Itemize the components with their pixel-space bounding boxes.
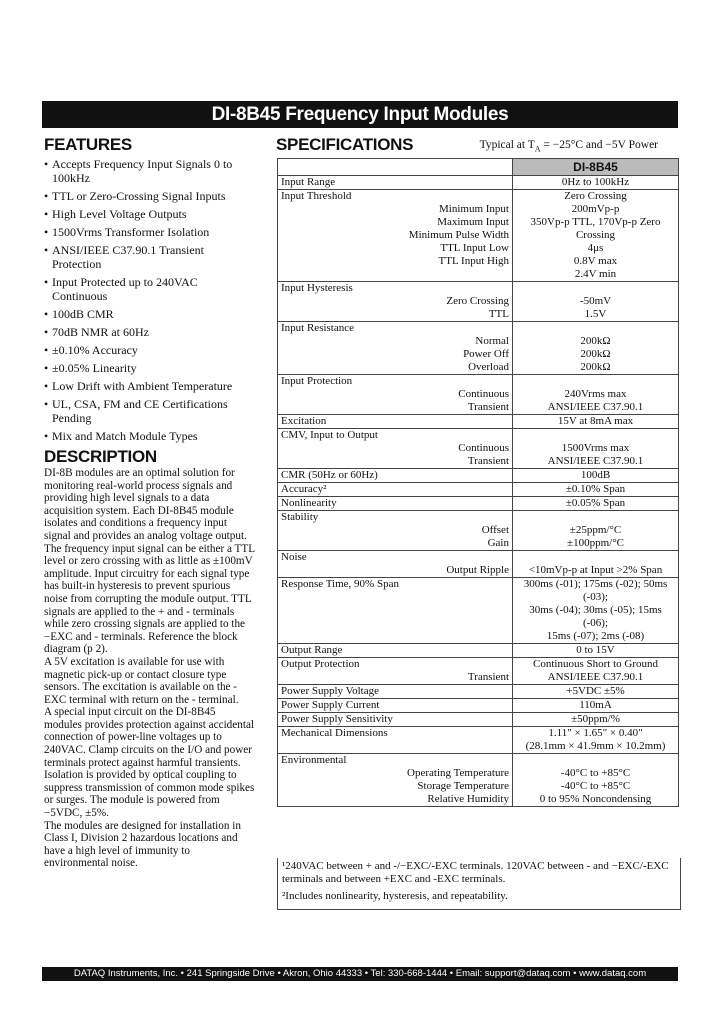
spec-value: 200kΩ — [580, 361, 611, 373]
spec-label-cell — [278, 658, 513, 685]
spec-label: Output Range — [281, 644, 343, 656]
spec-label: Mechanical Dimensions — [281, 727, 388, 739]
spec-value: 0 to 15V — [576, 644, 615, 656]
spec-value-cell — [513, 578, 679, 644]
spec-sublabel: Power Off — [463, 348, 509, 360]
spec-value-cell — [513, 644, 679, 658]
spec-value-cell — [513, 658, 679, 685]
spec-value: 30ms (-04); 30ms (-05); 15ms (-06); — [529, 604, 662, 629]
spec-label: Power Supply Voltage — [281, 685, 379, 697]
spec-label: Input Threshold — [281, 190, 352, 202]
spec-value: ANSI/IEEE C37.90.1 — [547, 671, 644, 683]
spec-row — [278, 483, 679, 497]
spec-sublabel: Minimum Pulse Width — [408, 229, 509, 241]
spec-value: 200kΩ — [580, 335, 611, 347]
spec-value: Zero Crossing — [564, 190, 627, 202]
spec-row — [278, 176, 679, 190]
spec-sublabel: Minimum Input — [439, 203, 509, 215]
spec-value-cell — [513, 322, 679, 375]
spec-value: -40°C to +85°C — [560, 780, 631, 792]
spec-label: Excitation — [281, 415, 327, 427]
description-paragraph: DI-8B modules are an optimal solution for monitoring real-world process signals and providing high level signals to a data acquisition system. Each DI-8B45 module isolates and conditions a frequency input signal and provides an analog voltage output. — [44, 467, 247, 542]
spec-label: Stability — [281, 511, 319, 523]
spec-value: ±100ppm/°C — [567, 537, 624, 549]
spec-label-cell — [278, 699, 513, 713]
feature-item: • ±0.10% Accuracy — [44, 343, 256, 357]
spec-label: Accuracy² — [281, 483, 327, 495]
spec-sublabel: Output Ripple — [446, 564, 509, 576]
spec-value: ANSI/IEEE C37.90.1 — [547, 401, 644, 413]
spec-value: 15ms (-07); 2ms (-08) — [546, 630, 645, 642]
spec-value-cell — [513, 699, 679, 713]
footnote: ¹240VAC between + and -/−EXC/-EXC terminals. 120VAC between - and −EXC/-EXC terminals and between +EXC and -EXC terminals. — [282, 860, 669, 885]
footnote: ²Includes nonlinearity, hysteresis, and repeatability. — [282, 890, 508, 902]
feature-item: • 1500Vrms Transformer Isolation — [44, 225, 256, 239]
features-heading: FEATURES — [44, 135, 132, 154]
spec-value-cell — [513, 429, 679, 469]
spec-sublabel: Offset — [481, 524, 509, 536]
spec-row — [278, 658, 679, 685]
spec-label-cell — [278, 176, 513, 190]
spec-value-cell — [513, 415, 679, 429]
feature-item: • High Level Voltage Outputs — [44, 207, 256, 221]
spec-label: Power Supply Sensitivity — [281, 713, 393, 725]
spec-table — [277, 158, 679, 807]
spec-row — [278, 644, 679, 658]
spec-value-cell — [513, 754, 679, 807]
spec-label-cell — [278, 578, 513, 644]
spec-value: 1.5V — [584, 308, 607, 320]
spec-value-cell — [513, 375, 679, 415]
spec-label: Power Supply Current — [281, 699, 380, 711]
left-column — [44, 135, 256, 870]
feature-item: • 100dB CMR — [44, 307, 256, 321]
spec-value: (28.1mm × 41.9mm × 10.2mm) — [525, 740, 666, 752]
spec-label-cell — [278, 727, 513, 754]
spec-value-cell — [513, 190, 679, 282]
spec-sublabel: Zero Crossing — [446, 295, 509, 307]
spec-value: 200mVp-p — [571, 203, 620, 215]
spec-label: Noise — [281, 551, 307, 563]
spec-value-cell — [513, 469, 679, 483]
spec-label-cell — [278, 713, 513, 727]
spec-row — [278, 375, 679, 415]
specifications-header — [276, 135, 680, 155]
spec-value-cell — [513, 511, 679, 551]
feature-item: • Accepts Frequency Input Signals 0 to 100kHz — [44, 157, 256, 185]
spec-sublabel: Gain — [487, 537, 509, 549]
spec-row — [278, 190, 679, 282]
feature-item: • Mix and Match Module Types — [44, 429, 256, 443]
feature-item: • ±0.05% Linearity — [44, 361, 256, 375]
spec-label: Input Hysteresis — [281, 282, 353, 294]
spec-value-cell — [513, 685, 679, 699]
spec-sublabel: Transient — [467, 671, 509, 683]
spec-value: 200kΩ — [580, 348, 611, 360]
spec-row — [278, 511, 679, 551]
spec-value: 110mA — [579, 699, 612, 711]
page-title: DI-8B45 Frequency Input Modules — [42, 101, 678, 128]
spec-value: 15V at 8mA max — [557, 415, 634, 427]
spec-value-cell — [513, 497, 679, 511]
spec-row — [278, 699, 679, 713]
spec-sublabel: Overload — [468, 361, 509, 373]
spec-value: ±25ppm/°C — [569, 524, 622, 536]
feature-item: • TTL or Zero-Crossing Signal Inputs — [44, 189, 256, 203]
spec-row — [278, 754, 679, 807]
spec-value-cell — [513, 176, 679, 190]
spec-label-cell — [278, 190, 513, 282]
description-paragraph: Isolation is provided by optical coupling to suppress transmission of common mode spikes or surges. The module is powered from −5VDC, ±5%. — [44, 769, 255, 820]
spec-value: 0 to 95% Noncondensing — [539, 793, 652, 805]
description-text — [44, 467, 256, 870]
spec-value: 100dB — [580, 469, 611, 481]
spec-label-cell — [278, 497, 513, 511]
feature-item: • ANSI/IEEE C37.90.1 Transient Protection — [44, 243, 256, 271]
spec-row — [278, 578, 679, 644]
spec-value: 2.4V min — [574, 268, 617, 280]
description-paragraph: A special input circuit on the DI-8B45 modules provides protection against accidental connection of power-line voltages up to 240VAC. Clamp circuits on the I/O and power terminals protect against harmful transients. — [44, 706, 255, 769]
features-list — [44, 157, 256, 443]
spec-value: 0Hz to 100kHz — [561, 176, 630, 188]
spec-label-cell — [278, 322, 513, 375]
spec-value: Continuous Short to Ground — [533, 658, 658, 670]
spec-label: CMR (50Hz or 60Hz) — [281, 469, 378, 481]
spec-label: Nonlinearity — [281, 497, 337, 509]
spec-label-cell — [278, 415, 513, 429]
spec-value: 0.8V max — [573, 255, 618, 267]
spec-label-cell — [278, 282, 513, 322]
spec-row — [278, 282, 679, 322]
spec-row — [278, 727, 679, 754]
spec-row — [278, 685, 679, 699]
spec-row — [278, 322, 679, 375]
spec-label: Input Protection — [281, 375, 353, 387]
spec-value: 350Vp-p TTL, 170Vp-p Zero Crossing — [530, 216, 661, 241]
description-heading: DESCRIPTION — [44, 447, 157, 466]
spec-value: -50mV — [579, 295, 612, 307]
spec-sublabel: Continuous — [458, 442, 509, 454]
spec-value: ANSI/IEEE C37.90.1 — [547, 455, 644, 467]
spec-label-cell — [278, 483, 513, 497]
typical-conditions: Typical at $T_A = -25^\circ C$ and −5V Power — [479, 139, 658, 154]
spec-value-cell — [513, 282, 679, 322]
spec-row — [278, 415, 679, 429]
specifications-heading: SPECIFICATIONS — [276, 135, 414, 154]
spec-value — [516, 429, 675, 442]
spec-sublabel: Relative Humidity — [427, 793, 509, 805]
spec-sublabel: Continuous — [458, 388, 509, 400]
spec-value: ±0.05% Span — [565, 497, 626, 509]
spec-sublabel: Transient — [467, 455, 509, 467]
spec-value: <10mVp-p at Input >2% Span — [528, 564, 663, 576]
description-paragraph: The modules are designed for installation in Class I, Division 2 hazardous locations and have a high level of immunity to environmental noise. — [44, 819, 241, 870]
spec-value: ±50ppm/% — [571, 713, 620, 725]
spec-sublabel: Normal — [475, 335, 509, 347]
spec-sublabel: Operating Temperature — [407, 767, 509, 779]
spec-label-cell — [278, 469, 513, 483]
spec-label-cell — [278, 644, 513, 658]
spec-label: Input Resistance — [281, 322, 355, 334]
spec-value: 4μs — [587, 242, 604, 254]
spec-row — [278, 469, 679, 483]
spec-label: Environmental — [281, 754, 347, 766]
spec-header-row — [278, 159, 679, 176]
spec-value-cell — [513, 551, 679, 578]
spec-value — [516, 282, 675, 295]
spec-label: CMV, Input to Output — [281, 429, 378, 441]
spec-value: ±0.10% Span — [565, 483, 626, 495]
spec-value — [516, 322, 675, 335]
spec-value: 240Vrms max — [564, 388, 627, 400]
spec-row — [278, 551, 679, 578]
spec-label-cell — [278, 375, 513, 415]
spec-sublabel: Maximum Input — [437, 216, 509, 228]
spec-label-cell — [278, 754, 513, 807]
spec-label-cell — [278, 429, 513, 469]
spec-row — [278, 429, 679, 469]
spec-label: Input Range — [281, 176, 336, 188]
spec-value: 1500Vrms max — [561, 442, 630, 454]
spec-value-cell — [513, 483, 679, 497]
spec-label-cell — [278, 551, 513, 578]
spec-label: Response Time, 90% Span — [281, 578, 399, 590]
spec-value: 300ms (-01); 175ms (-02); 50ms (-03); — [523, 578, 668, 603]
spec-value — [516, 754, 675, 767]
spec-value: -40°C to +85°C — [560, 767, 631, 779]
spec-value: 1.11" × 1.65" × 0.40" — [548, 727, 643, 739]
spec-row — [278, 713, 679, 727]
description-paragraph: A 5V excitation is available for use with magnetic pick-up or contact closure type sensors. The excitation is available on the - EXC terminal with return on the - terminal. — [44, 655, 239, 706]
spec-label-cell — [278, 685, 513, 699]
spec-value-cell — [513, 713, 679, 727]
spec-label-cell — [278, 511, 513, 551]
description-paragraph: The frequency input signal can be either a TTL level or zero crossing with as little as ±100mV amplitude. Input circuitry for each signal type has built-in hysteresis to prevent spurious noise from corrupting the module output. TTL signals are applied to the + and - terminals while zero crossing signals are applied to the −EXC and - terminals. Reference the block diagram (p 2). — [44, 542, 255, 656]
spec-footnotes — [277, 858, 681, 910]
spec-label: Output Protection — [281, 658, 360, 670]
feature-item: • UL, CSA, FM and CE Certifications Pending — [44, 397, 256, 425]
feature-item: • Input Protected up to 240VAC Continuous — [44, 275, 256, 303]
spec-sublabel: TTL Input High — [438, 255, 509, 267]
spec-sublabel: Transient — [467, 401, 509, 413]
footer-contact: DATAQ Instruments, Inc. • 241 Springside Drive • Akron, Ohio 44333 • Tel: 330-668-1444 • Email: support@dataq.com • www.dataq.com — [42, 967, 678, 981]
spec-column-header: DI-8B45 — [513, 159, 679, 176]
spec-value: +5VDC ±5% — [566, 685, 625, 697]
spec-value — [516, 511, 675, 524]
spec-sublabel: Storage Temperature — [417, 780, 509, 792]
spec-sublabel: TTL Input Low — [440, 242, 509, 254]
spec-value — [516, 551, 675, 564]
spec-value — [516, 375, 675, 388]
spec-value-cell — [513, 727, 679, 754]
spec-row — [278, 497, 679, 511]
spec-sublabel: TTL — [488, 308, 509, 320]
feature-item: • 70dB NMR at 60Hz — [44, 325, 256, 339]
feature-item: • Low Drift with Ambient Temperature — [44, 379, 256, 393]
